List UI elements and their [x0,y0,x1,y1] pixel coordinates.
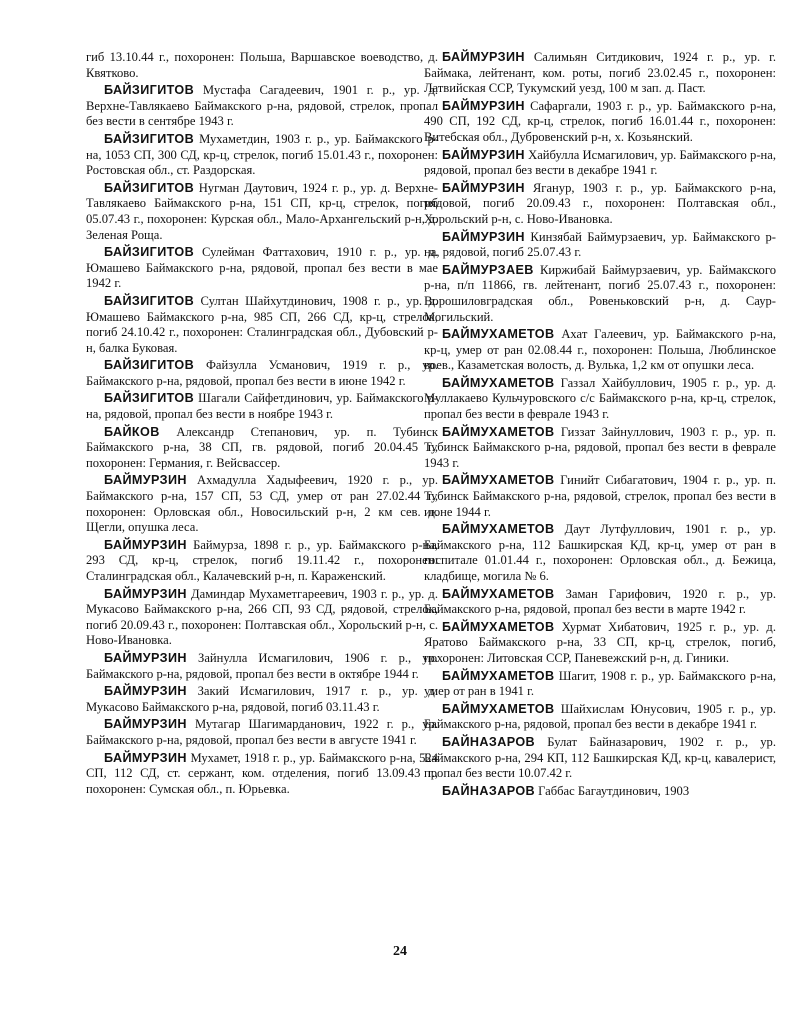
entry [424,230,776,261]
page-number: 24 [393,944,407,959]
entry-text: Булат Байназарович, 1902 г. р., ур. Баймакского р-на, 294 КП, 112 Башкирская КД, кр-ц, кавалерист, пропал без вести 10.07.42 г. [424,734,776,781]
entry-surname: БАЙМУХАМЕТОВ [442,668,555,683]
entry-text: Сулейман Фаттахович, 1910 г. р., ур. д. Юмашево Баймакского р-на, рядовой, пропал без вести в мае 1942 г. [86,245,438,291]
entry-text: Мухаметдин, 1903 г. р., ур. Баймакского р-на, 1053 СП, 300 СД, кр-ц, стрелок, погиб 15.01.43 г., похоронен: Ростовская обл., ст. Раздорская. [86,131,438,178]
entry-text: Яганур, 1903 г. р., ур. Баймакского р-на, рядовой, погиб 20.09.43 г., похоронен: Полтавская обл., Хорольский р-н, с. Ново-Ивановка. [424,180,776,226]
entry [424,425,776,472]
entry [424,620,776,667]
entry [424,587,776,618]
entry-surname: БАЙМУРЗИН [442,229,525,244]
entry-surname: БАЙНАЗАРОВ [442,783,536,798]
entry [424,702,776,733]
entry-surname: БАЙКОВ [104,424,160,439]
entry-text: Закий Исмагилович, 1917 г. р., ур. д. Мукасово Баймакского р-на, рядовой, погиб 03.11.43 г. [86,684,438,714]
entry-surname: БАЙЗИГИТОВ [104,358,195,373]
entry [86,132,438,179]
entry-text: Султан Шайхутдинович, 1908 г. р., ур. д. Юмашево Баймакского р-на, 985 СП, 266 СД, кр-ц, стрелок, погиб 24.10.42 г., похоронен: Сталинградская обл., Дубовский р-н, балка Буковая. [86,293,438,355]
entry [424,784,776,800]
entry-text: Даут Лутфуллович, 1901 г. р., ур. Баймакского р-на, 112 Башкирская КД, кр-ц, умер от ран в госпитале 01.01.44 г., похоронен: Орловская обл., д. Бежица, кладбище, могила № 6. [424,522,776,583]
entry [424,473,776,520]
entry [424,522,776,584]
entry-surname: БАЙМУРЗИН [104,650,187,665]
entry-surname: БАЙМУРЗИН [442,50,525,64]
entry-surname: БАЙЗИГИТОВ [104,245,195,260]
entry-surname: БАЙЗИГИТОВ [104,83,195,98]
entry-text: Александр Степанович, ур. п. Тубинск Баймакского р-на, 38 СП, гв. рядовой, погиб 20.04.45 г., похоронен: Германия, г. Вейсвассер. [86,424,438,470]
entry [86,538,438,585]
entry-surname: БАЙМУРЗИН [442,180,525,195]
entry [86,751,438,798]
entry [86,651,438,682]
entry-surname: БАЙМУРЗИН [104,684,187,699]
left-column [86,50,438,799]
entry-text: Мустафа Сагадеевич, 1901 г. р., ур. д. Верхне-Тавлякаево Баймакского р-на, рядовой, стрелок, пропал без вести в сентябре 1943 г. [86,83,438,129]
entry-surname: БАЙМУРЗИН [104,473,187,488]
entry-text: Гиззат Зайнуллович, 1903 г. р., ур. п. Тубинск Баймакского р-на, рядовой, пропал без вести в феврале 1943 г. [424,424,776,470]
entry [86,181,438,243]
entry-text: Сафаргали, 1903 г. р., ур. Баймакского р-на, 490 СП, 192 СД, кр-ц, стрелок, погиб 16.01.44 г., похоронен: Витебская обл., Дубровенский р-н, х. Козьянский. [424,98,776,144]
entry-surname: БАЙМУРЗИН [442,98,525,113]
entry [86,391,438,422]
entry-surname: БАЙМУХАМЕТОВ [442,424,555,439]
entry-text: Ахмадулла Хадыфеевич, 1920 г. р., ур. Баймакского р-на, 157 СП, 53 СД, умер от ран 27.02.44 г., похоронен: Орловская обл., Новосильский р-н, 2 км сев. д. Щегли, опушка леса. [86,473,438,535]
entry [86,473,438,535]
entry-surname: БАЙМУХАМЕТОВ [442,522,555,537]
right-column [424,50,776,801]
entry-text: Габбас Багаутдинович, 1903 [535,783,690,798]
entry [86,83,438,130]
entry-text: Зайнулла Исмагилович, 1906 г. р., ур. Баймакского р-на, рядовой, пропал без вести в октябре 1944 г. [86,650,438,681]
entry-surname: БАЙМУРЗИН [104,537,187,552]
entry [86,245,438,292]
entry-text: Хурмат Хибатович, 1925 г. р., ур. д. Яратово Баймакского р-на, 33 СП, кр-ц, стрелок, погиб, похоронен: Литовская ССР, Паневежский р-н, д. Гиники. [424,619,776,665]
entry-text: Нугман Даутович, 1924 г. р., ур. д. Верхне-Тавлякаево Баймакского р-на, 151 СП, кр-ц, стрелок, погиб 05.07.43 г., похоронен: Курская обл., Мало-Архангельский р-н, д. Зеленая Роща. [86,180,438,242]
entry-text: Заман Гарифович, 1920 г. р., ур. Баймакского р-на, рядовой, пропал без вести в марте 1942 г. [424,586,776,617]
entry [86,684,438,715]
entry [86,358,438,389]
entry [86,294,438,356]
entry [424,148,776,179]
entry [424,376,776,423]
entry-surname: БАЙЗИГИТОВ [104,293,195,308]
entry [424,263,776,325]
entry-surname: БАЙЗИГИТОВ [104,131,195,146]
entry-text: Шагит, 1908 г. р., ур. Баймакского р-на, умер от ран в 1941 г. [424,668,776,699]
entry-text: Мухамет, 1918 г. р., ур. Баймакского р-на, 524 СП, 112 СД, ст. сержант, ком. отделения, погиб 13.09.43 г., похоронен: Сумская обл., п. Юрьевка. [86,750,438,796]
entry [424,99,776,146]
entry-surname: БАЙМУРЗИН [442,147,525,162]
entry [86,717,438,748]
entry-text: Баймурза, 1898 г. р., ур. Баймакского р-на, 293 СД, кр-ц, стрелок, погиб 19.11.42 г., похоронен: Сталинградская обл., Калачевский р-н, п. Караженский. [86,537,438,583]
entry-text: Файзулла Усманович, 1919 г. р., ур. Баймакского р-на, рядовой, пропал без вести в июне 1942 г. [86,358,438,388]
entry-surname: БАЙМУРЗИН [104,717,187,732]
entry-surname: БАЙНАЗАРОВ [442,734,536,749]
entry-text: Шагали Сайфетдинович, ур. Баймакского р-на, рядовой, пропал без вести в ноябре 1943 г. [86,391,438,422]
entry-surname: БАЙМУХАМЕТОВ [442,619,555,634]
entry-text: Салимьян Ситдикович, 1924 г. р., ур. г. Баймака, лейтенант, ком. роты, погиб 23.02.45 г., похоронен: Латвийская ССР, Тукумский уезд, 100 м зап. д. Паст. [424,50,776,96]
entry-text: Шайхислам Юнусович, 1905 г. р., ур. Баймакского р-на, рядовой, пропал без вести в декабре 1941 г. [424,701,776,732]
entry [424,181,776,228]
entry-surname: БАЙМУХАМЕТОВ [442,701,555,716]
entry-surname: БАЙМУРЗАЕВ [442,262,534,277]
entry-surname: БАЙМУРЗИН [104,750,187,765]
entry-text: Киржибай Баймурзаевич, ур. Баймакского р-на, п/п 11866, гв. лейтенант, погиб 25.07.43 г., похоронен: Ворошиловградская обл., Ровеньковский р-н, д. Саур-Могильский. [424,262,776,324]
entry-surname: БАЙМУХАМЕТОВ [442,586,555,601]
entry-surname: БАЙМУХАМЕТОВ [442,473,555,488]
entry [424,50,776,97]
entry [86,425,438,472]
entry-text: Газзал Хайбуллович, 1905 г. р., ур. д. Муллакаево Кульчуровского с/с Баймакского р-на, кр-ц, стрелок, пропал без вести в феврале 1943 г. [424,375,776,422]
entry [424,669,776,700]
entry [86,50,438,81]
entry-surname: БАЙМУХАМЕТОВ [442,375,555,390]
entry-surname: БАЙМУРЗИН [104,586,187,601]
entry-surname: БАЙЗИГИТОВ [104,180,195,195]
entry [424,735,776,782]
entry [86,587,438,649]
entry-text: Мутагар Шагимарданович, 1922 г. р., ур. Баймакского р-на, рядовой, пропал без вести в августе 1941 г. [86,717,438,747]
entry-text: Хайбулла Исмагилович, ур. Баймакского р-на, рядовой, пропал без вести в декабре 1941 г. [424,147,776,178]
entry-text: Ахат Галеевич, ур. Баймакского р-на, кр-ц, умер от ран 02.08.44 г., похоронен: Польша, Люблинское воев., Казаметская волость, д. Вулька, 1,2 км от опушки леса. [424,327,776,373]
entry-text: Даминдар Мухаметгареевич, 1903 г. р., ур. д. Мукасово Баймакского р-на, 266 СП, 93 СД, рядовой, стрелок, погиб 20.09.43 г., похоронен: Полтавская обл., Хорольский р-н, с. Ново-Ивановка. [86,586,438,648]
entry-text: Кинзябай Баймурзаевич, ур. Баймакского р-на, рядовой, погиб 25.07.43 г. [424,229,776,260]
entry-surname: БАЙЗИГИТОВ [104,391,195,406]
entry [424,327,776,374]
entry-text: Гинийт Сибагатович, 1904 г. р., ур. п. Тубинск Баймакского р-на, рядовой, стрелок, пропал без вести в июне 1944 г. [424,473,776,519]
entry-text: гиб 13.10.44 г., похоронен: Польша, Варшавское воеводство, д. Квятково. [86,50,438,80]
entry-surname: БАЙМУХАМЕТОВ [442,327,555,342]
